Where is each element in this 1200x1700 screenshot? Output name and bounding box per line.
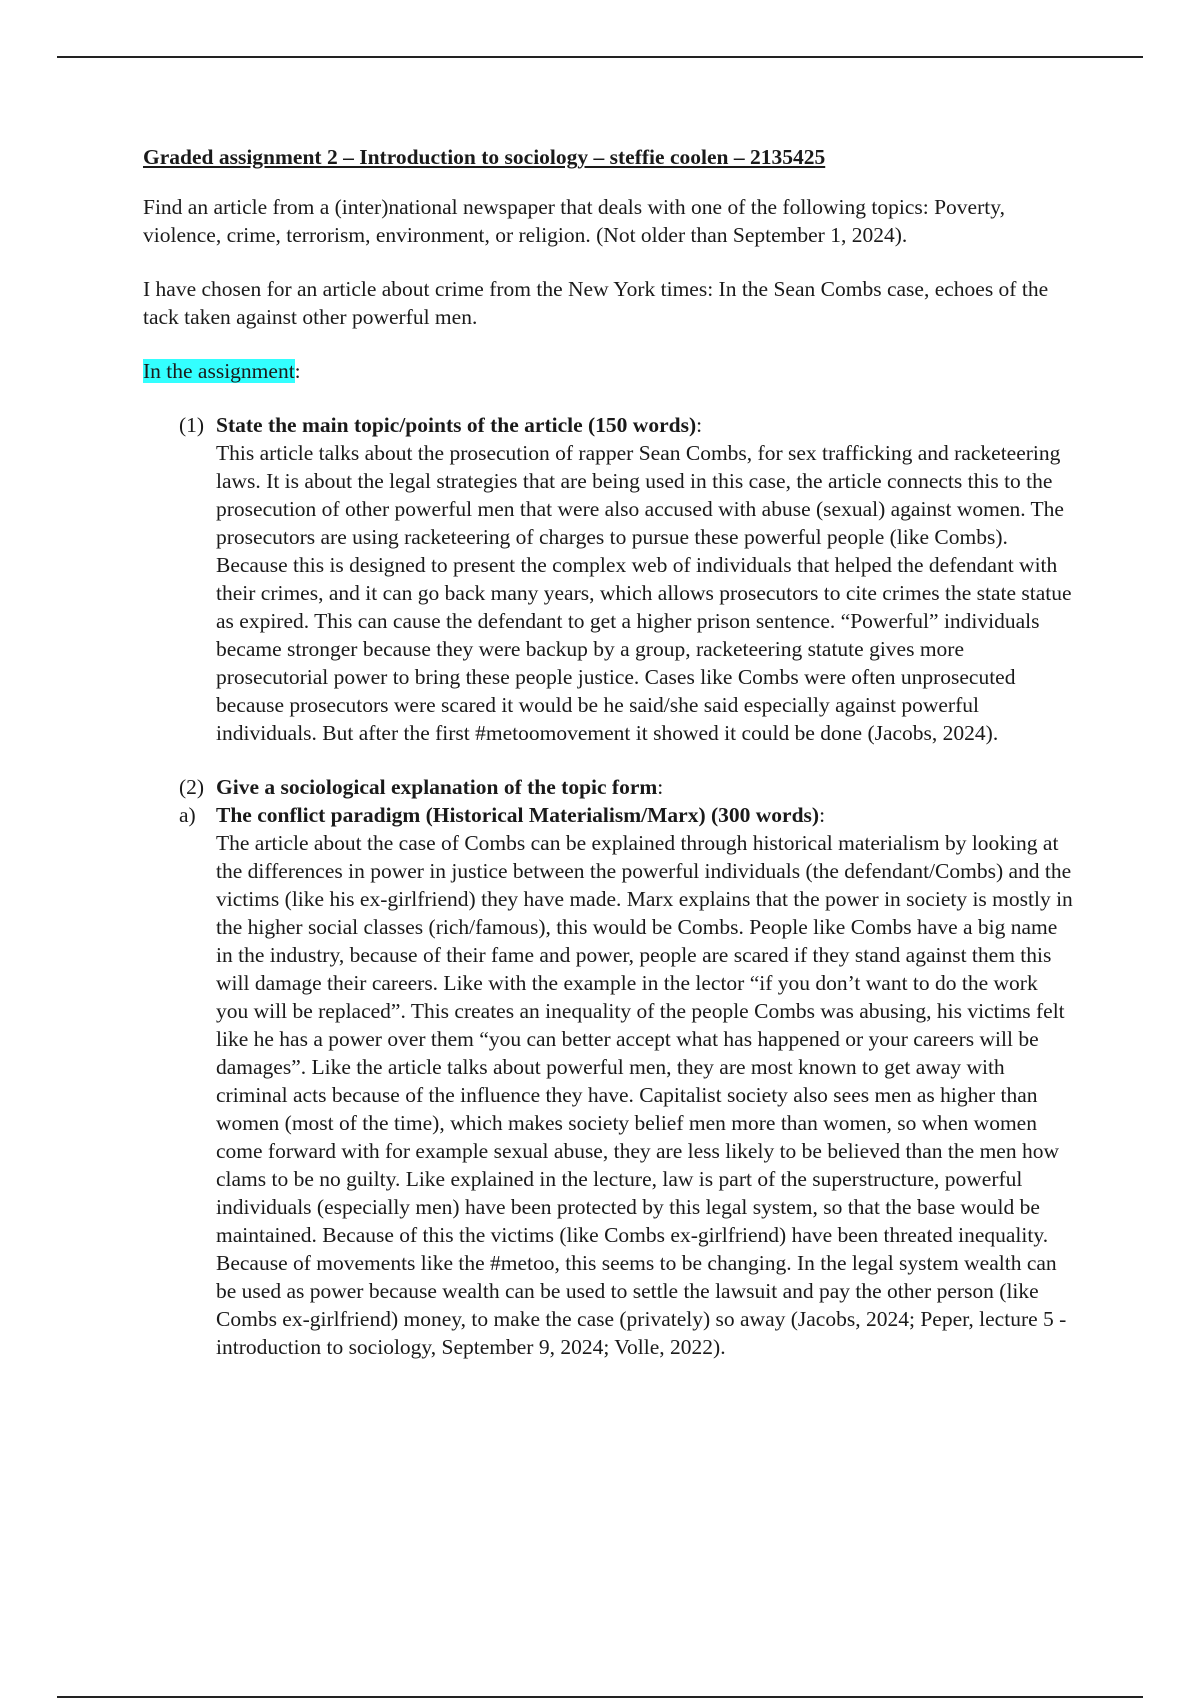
question-1-heading-line: [216, 411, 1073, 439]
question-1-number: (1): [179, 413, 205, 437]
assignment-colon: :: [294, 359, 301, 383]
question-1-colon: :: [696, 413, 703, 437]
question-2-heading-line: [216, 773, 1073, 801]
question-1-heading: State the main topic/points of the article (150 words): [216, 413, 697, 437]
document-body: [143, 143, 1073, 1361]
question-2-heading: Give a sociological explanation of the topic form: [216, 775, 658, 799]
question-1: [143, 411, 1073, 747]
question-2a-answer: The article about the case of Combs can be explained through historical materialism by looking at the differences in power in justice between the powerful individuals (the defendant/Combs) and the victims (like his ex-girlfriend) they have made. Marx explains that the power in society is mostly in the higher social classes (rich/famous), this would be Combs. People like Combs have a big name in the industry, because of their fame and power, people are scared if they stand against them this will damage their careers. Like with the example in the lector “if you don’t want to do the work you will be replaced”. This creates an inequality of the people Combs was abusing, his victims felt like he has a power over them “you can better accept what has happened or your careers will be damages”. Like the article talks about powerful men, they are most known to get away with criminal acts because of the influence they have. Capitalist society also sees men as higher than women (most of the time), which makes society belief men more than women, so when women come forward with for example sexual abuse, they are less likely to be believed than the men how clams to be no guilty. Like explained in the lecture, law is part of the superstructure, powerful individuals (especially men) have been protected by this legal system, so that the base would be maintained. Because of this the victims (like Combs ex-girlfriend) have been threated inequality. Because of movements like the #metoo, this seems to be changing. In the legal system wealth can be used as power because wealth can be used to settle the lawsuit and pay the other person (like Combs ex-girlfriend) money, to make the case (privately) so away (Jacobs, 2024; Peper, lecture 5 - introduction to sociology, September 9, 2024; Volle, 2022).: [216, 831, 1073, 1359]
question-2-colon: :: [657, 775, 664, 799]
question-2a: [143, 801, 1073, 1361]
question-2: [143, 773, 1073, 801]
question-2a-colon: :: [819, 803, 826, 827]
intro-paragraph: Find an article from a (inter)national newspaper that deals with one of the following topics: Poverty, violence, crime, terrorism, environment, or religion. (Not older than September 1, 2024).: [143, 195, 1005, 247]
page-top-rule: [57, 56, 1143, 58]
question-1-answer: This article talks about the prosecution of rapper Sean Combs, for sex trafficking and racketeering laws. It is about the legal strategies that are being used in this case, the article connects this to the prosecution of other powerful men that were also accused with abuse (sexual) against women. The prosecutors are using racketeering of charges to pursue these powerful people (like Combs). Because this is designed to present the complex web of individuals that helped the defendant with their crimes, and it can go back many years, which allows prosecutors to cite crimes the state statue as expired. This can cause the defendant to get a higher prison sentence. “Powerful” individuals became stronger because they were backup by a group, racketeering statute gives more prosecutorial power to bring these people justice. Cases like Combs were often unprosecuted because prosecutors were scared it would be he said/she said especially against powerful individuals. But after the first #metoomovement it showed it could be done (Jacobs, 2024).: [216, 441, 1072, 745]
question-2-number: (2): [179, 775, 205, 799]
question-2a-heading-line: [216, 801, 1073, 829]
highlighted-assignment-label: In the assignment: [143, 359, 295, 383]
document-title: Graded assignment 2 – Introduction to sociology – steffie coolen – 2135425: [143, 145, 826, 169]
question-2a-letter: a): [179, 803, 196, 827]
page-bottom-rule: [57, 1696, 1143, 1698]
assignment-label-line: [143, 357, 1073, 385]
chosen-article-paragraph: I have chosen for an article about crime from the New York times: In the Sean Combs case, echoes of the tack taken against other powerful men.: [143, 277, 1049, 329]
question-2a-heading: The conflict paradigm (Historical Materialism/Marx) (300 words): [216, 803, 820, 827]
